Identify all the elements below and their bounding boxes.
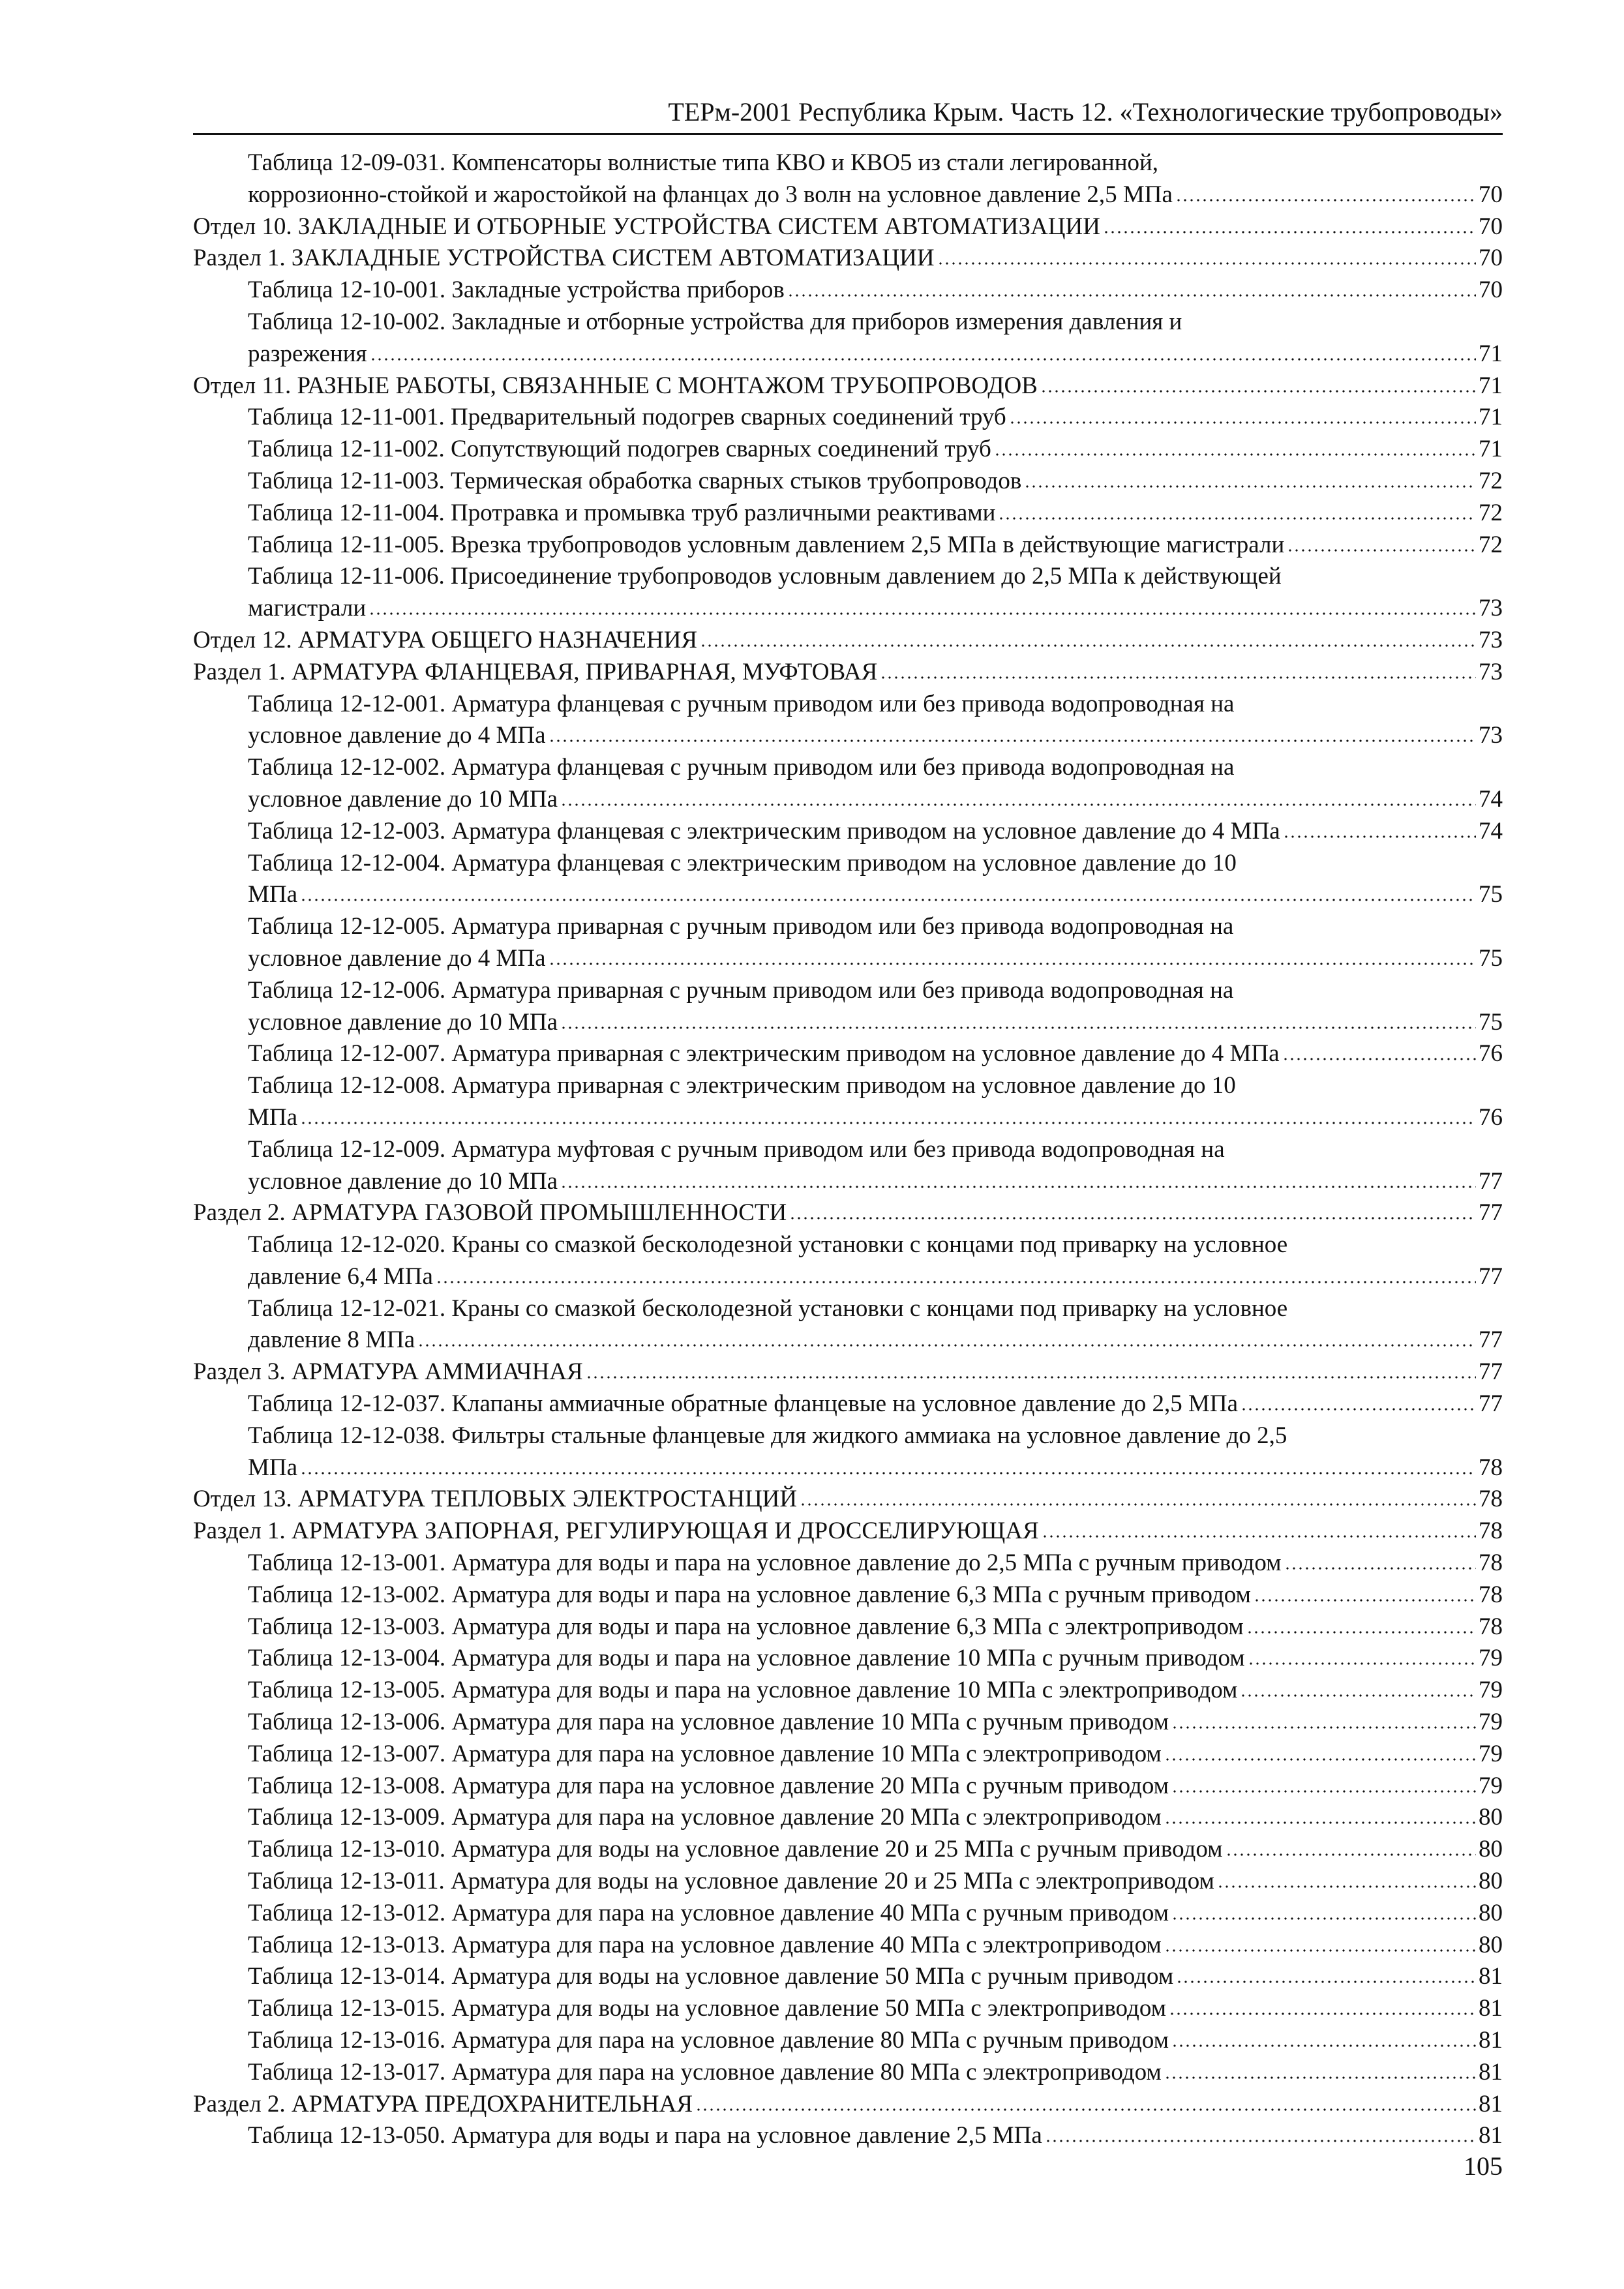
toc-entry-title: Отдел 13. АРМАТУРА ТЕПЛОВЫХ ЭЛЕКТРОСТАНЦИЙ [193, 1486, 798, 1513]
toc-entry-row [193, 657, 1503, 689]
toc-entry-lead-line: Таблица 12-12-020. Краны со смазкой бесколодезной установки с концами под приварку на условное [248, 1231, 1288, 1259]
toc-entry-row [248, 2025, 1503, 2057]
toc-entry-page: 75 [1479, 1008, 1503, 1036]
toc-table-entry[interactable] [193, 1898, 1503, 1930]
toc-table-entry[interactable] [193, 275, 1503, 307]
toc-entry-row [248, 1102, 1503, 1134]
toc-entry-title: условное давление до 10 МПа [248, 785, 558, 813]
toc-entry-lead-line: Таблица 12-12-008. Арматура приварная с электрическим приводом на условное давление до 10 [248, 1072, 1236, 1100]
toc-entry-page: 77 [1479, 1167, 1503, 1195]
toc-entry-page: 71 [1479, 340, 1503, 367]
toc-entry-row [248, 879, 1503, 911]
toc-entry-row [248, 338, 1503, 370]
toc-entry-row [248, 1898, 1503, 1930]
dot-leader [880, 672, 1476, 680]
toc-entry-row [248, 943, 1503, 975]
toc-table-entry[interactable] [193, 1866, 1503, 1898]
toc-entry-row [248, 1993, 1503, 2025]
toc-entry-title: Таблица 12-13-009. Арматура для пара на условное давление 20 МПа с электроприводом [248, 1804, 1162, 1831]
toc-entry-row [248, 402, 1503, 434]
toc-table-entry[interactable] [193, 1070, 1503, 1134]
toc-entry-title: Таблица 12-13-013. Арматура для пара на условное давление 40 МПа с электроприводом [248, 1931, 1162, 1958]
toc-entry-lead-line: Таблица 12-12-002. Арматура фланцевая с ручным приводом или без привода водопроводная на [248, 754, 1235, 781]
toc-entry-row [193, 1356, 1503, 1388]
toc-table-entry[interactable] [193, 1579, 1503, 1611]
toc-entry-row [248, 1930, 1503, 1962]
toc-table-entry[interactable] [193, 147, 1503, 211]
toc-entry-lead-line: Таблица 12-12-006. Арматура приварная с ручным приводом или без привода водопроводная на [248, 976, 1234, 1004]
dot-leader [1240, 1690, 1476, 1698]
toc-entry-page: 78 [1479, 1486, 1503, 1513]
toc-section-entry[interactable] [193, 1484, 1503, 1516]
toc-entry-title: Таблица 12-13-003. Арматура для воды и пара на условное давление 6,3 МПа с электроприводом [248, 1613, 1244, 1640]
toc-entry-page: 77 [1479, 1263, 1503, 1290]
toc-entry-row [248, 1866, 1503, 1898]
dot-leader [1045, 2135, 1476, 2143]
toc-entry-row [248, 1038, 1503, 1070]
header-rule [193, 133, 1503, 135]
toc-entry-page: 78 [1479, 1518, 1503, 1545]
toc-entry-title: Таблица 12-13-006. Арматура для пара на условное давление 10 МПа с ручным приводом [248, 1709, 1169, 1736]
dot-leader [549, 735, 1476, 743]
toc-entry-page: 77 [1479, 1199, 1503, 1227]
toc-entry-page: 77 [1479, 1390, 1503, 1418]
toc-entry-row [248, 816, 1503, 848]
toc-entry-title: Таблица 12-11-002. Сопутствующий подогрев сварных соединений труб [248, 436, 991, 463]
toc-table-entry[interactable] [193, 307, 1503, 370]
toc-entry-row [248, 1643, 1503, 1675]
toc-entry-lead-line: Таблица 12-12-009. Арматура муфтовая с ручным приводом или без привода водопроводная на [248, 1135, 1225, 1163]
toc-entry-title: давление 6,4 МПа [248, 1263, 433, 1290]
toc-entry-page: 78 [1479, 1613, 1503, 1640]
toc-entry-row [193, 370, 1503, 402]
toc-table-entry[interactable] [193, 466, 1503, 498]
toc-entry-page: 78 [1479, 1549, 1503, 1577]
toc-table-entry[interactable] [193, 434, 1503, 466]
toc-entry-title: Таблица 12-13-015. Арматура для воды на условное давление 50 МПа с электроприводом [248, 1995, 1167, 2022]
toc-table-entry[interactable] [193, 1643, 1503, 1675]
toc-entry-row [248, 1961, 1503, 1993]
dot-leader [1241, 1403, 1476, 1411]
toc-table-entry[interactable] [193, 1038, 1503, 1070]
toc-entry-page: 81 [1479, 2027, 1503, 2054]
toc-entry-page: 75 [1479, 881, 1503, 908]
toc-entry-page: 78 [1479, 1581, 1503, 1608]
toc-entry-row [248, 1452, 1503, 1484]
toc-entry-title: коррозионно-стойкой и жаростойкой на фланцах до 3 волн на условное давление 2,5 МПа [248, 181, 1173, 208]
toc-entry-title: условное давление до 10 МПа [248, 1008, 558, 1036]
toc-table-entry[interactable] [193, 1802, 1503, 1834]
toc-entry-page: 79 [1479, 1709, 1503, 1736]
toc-entry-title: Таблица 12-13-004. Арматура для воды и пара на условное давление 10 МПа с ручным приводом [248, 1645, 1245, 1672]
toc-table-entry[interactable] [193, 530, 1503, 561]
dot-leader [436, 1276, 1476, 1284]
toc-entry-row [193, 1197, 1503, 1229]
toc-entry-row [193, 243, 1503, 275]
dot-leader [1171, 1913, 1476, 1921]
dot-leader [1042, 1531, 1476, 1538]
toc-section-entry[interactable] [193, 370, 1503, 402]
toc-entry-page: 76 [1479, 1103, 1503, 1131]
toc-entry-page: 72 [1479, 531, 1503, 558]
toc-table-entry[interactable] [193, 1420, 1503, 1484]
toc-entry-row [248, 498, 1503, 530]
toc-table-entry[interactable] [193, 1675, 1503, 1707]
dot-leader [1282, 1053, 1476, 1061]
toc-section-entry[interactable] [193, 657, 1503, 689]
toc-entry-page: 81 [1479, 1963, 1503, 1990]
toc-entry-title: Раздел 3. АРМАТУРА АММИАЧНАЯ [193, 1358, 583, 1386]
toc-table-entry[interactable] [193, 2025, 1503, 2057]
dot-leader [1246, 1626, 1476, 1634]
toc-entry-row [248, 1834, 1503, 1866]
toc-entry-row [248, 466, 1503, 498]
dot-leader [1164, 1754, 1476, 1761]
toc-entry-lead-line: Таблица 12-09-031. Компенсаторы волнистые типа КВО и КВО5 из стали легированной, [248, 149, 1159, 176]
dot-leader [1164, 1817, 1476, 1825]
dot-leader [1040, 385, 1476, 393]
toc-table-entry[interactable] [193, 1834, 1503, 1866]
dot-leader [695, 2104, 1476, 2112]
toc-entry-title: Таблица 12-11-003. Термическая обработка сварных стыков трубопроводов [248, 467, 1022, 494]
toc-entry-title: МПа [248, 1454, 298, 1481]
toc-table-entry[interactable] [193, 752, 1503, 816]
toc-table-entry[interactable] [193, 1707, 1503, 1739]
toc-table-entry[interactable] [193, 1229, 1503, 1293]
toc-table-entry[interactable] [193, 561, 1503, 625]
toc-entry-page: 73 [1479, 722, 1503, 749]
toc-entry-page: 71 [1479, 372, 1503, 399]
toc-table-entry[interactable] [193, 1739, 1503, 1771]
dot-leader [300, 1467, 1476, 1475]
dot-leader [417, 1339, 1476, 1347]
toc-entry-page: 73 [1479, 595, 1503, 622]
toc-entry-title: Таблица 12-12-007. Арматура приварная с электрическим приводом на условное давление до 4 МПа [248, 1040, 1280, 1068]
toc-entry-row [248, 530, 1503, 561]
toc-entry-title: Раздел 1. ЗАКЛАДНЫЕ УСТРОЙСТВА СИСТЕМ АВТОМАТИЗАЦИИ [193, 245, 935, 272]
toc-entry-title: Раздел 2. АРМАТУРА ГАЗОВОЙ ПРОМЫШЛЕННОСТИ [193, 1199, 787, 1227]
dot-leader [1283, 831, 1476, 839]
toc-table-entry[interactable] [193, 1388, 1503, 1420]
toc-entry-title: Отдел 10. ЗАКЛАДНЫЕ И ОТБОРНЫЕ УСТРОЙСТВА СИСТЕМ АВТОМАТИЗАЦИИ [193, 213, 1100, 240]
toc-entry-page: 80 [1479, 1804, 1503, 1831]
toc-entry-page: 80 [1479, 1931, 1503, 1958]
toc-entry-title: Таблица 12-12-003. Арматура фланцевая с электрическим приводом на условное давление до 4 МПа [248, 817, 1280, 845]
dot-leader [1217, 1881, 1476, 1889]
toc-entry-title: Раздел 2. АРМАТУРА ПРЕДОХРАНИТЕЛЬНАЯ [193, 2090, 693, 2117]
toc-entry-title: давление 8 МПа [248, 1326, 415, 1354]
dot-leader [1284, 1563, 1476, 1570]
toc-section-entry[interactable] [193, 1356, 1503, 1388]
toc-entry-page: 80 [1479, 1868, 1503, 1895]
dot-leader [560, 1181, 1476, 1189]
toc-entry-title: условное давление до 4 МПа [248, 944, 546, 972]
dot-leader [1024, 481, 1476, 488]
dot-leader [994, 449, 1476, 456]
toc-entry-row [248, 593, 1503, 625]
dot-leader [300, 894, 1476, 902]
toc-table-entry[interactable] [193, 1548, 1503, 1579]
toc-table-entry[interactable] [193, 848, 1503, 912]
dot-leader [1171, 1786, 1476, 1793]
toc-entry-title: разрежения [248, 340, 367, 367]
toc-table-entry[interactable] [193, 1930, 1503, 1962]
toc-entry-row [248, 275, 1503, 307]
toc-table-entry[interactable] [193, 498, 1503, 530]
toc-section-entry[interactable] [193, 1516, 1503, 1548]
dot-leader [1287, 545, 1476, 552]
toc-section-entry[interactable] [193, 2089, 1503, 2121]
toc-entry-row [193, 211, 1503, 243]
dot-leader [560, 1022, 1476, 1030]
toc-entry-page: 76 [1479, 1040, 1503, 1068]
toc-entry-title: Таблица 12-13-014. Арматура для воды на условное давление 50 МПа с ручным приводом [248, 1963, 1174, 1990]
toc-table-entry[interactable] [193, 1134, 1503, 1198]
toc-entry-page: 81 [1479, 2090, 1503, 2117]
toc-entry-page: 81 [1479, 2058, 1503, 2086]
toc-entry-row [248, 1166, 1503, 1198]
toc-entry-page: 79 [1479, 1645, 1503, 1672]
toc-entry-row [248, 1611, 1503, 1643]
toc-table-entry[interactable] [193, 1611, 1503, 1643]
dot-leader [300, 1117, 1476, 1125]
toc-entry-page: 79 [1479, 1740, 1503, 1767]
toc-entry-row [248, 1388, 1503, 1420]
toc-entry-page: 70 [1479, 277, 1503, 304]
toc-entry-title: Таблица 12-11-005. Врезка трубопроводов условным давлением 2,5 МПа в действующие магистрали [248, 531, 1285, 558]
dot-leader [370, 353, 1476, 361]
toc-table-entry[interactable] [193, 689, 1503, 753]
dot-leader [1226, 1849, 1476, 1857]
toc-entry-page: 79 [1479, 1772, 1503, 1799]
toc-entry-page: 72 [1479, 467, 1503, 494]
toc-entry-row [248, 784, 1503, 816]
toc-entry-title: МПа [248, 881, 298, 908]
toc-entry-row [248, 1548, 1503, 1579]
dot-leader [700, 640, 1476, 648]
toc-entry-row [193, 1484, 1503, 1516]
dot-leader [560, 799, 1476, 807]
toc-entry-row [248, 1739, 1503, 1771]
toc-entry-title: Таблица 12-13-010. Арматура для воды на условное давление 20 и 25 МПа с ручным приводом [248, 1836, 1223, 1863]
dot-leader [1169, 2008, 1476, 2016]
dot-leader [1175, 194, 1476, 202]
toc-section-entry[interactable] [193, 625, 1503, 657]
toc-table-entry[interactable] [193, 402, 1503, 434]
toc-entry-title: Таблица 12-13-017. Арматура для пара на условное давление 80 МПа с электроприводом [248, 2058, 1162, 2086]
dot-leader [998, 513, 1476, 520]
dot-leader [1254, 1594, 1476, 1602]
toc-entry-row [248, 720, 1503, 752]
toc-entry-title: Таблица 12-13-016. Арматура для пара на условное давление 80 МПа с ручным приводом [248, 2027, 1169, 2054]
dot-leader [368, 608, 1476, 616]
toc-entry-title: Таблица 12-12-037. Клапаны аммиачные обратные фланцевые на условное давление до 2,5 МПа [248, 1390, 1239, 1418]
toc-entry-title: условное давление до 4 МПа [248, 722, 546, 749]
toc-entry-lead-line: Таблица 12-10-002. Закладные и отборные устройства для приборов измерения давления и [248, 308, 1182, 335]
toc-section-entry[interactable] [193, 1197, 1503, 1229]
toc-section-entry[interactable] [193, 211, 1503, 243]
toc-entry-title: Раздел 1. АРМАТУРА ЗАПОРНАЯ, РЕГУЛИРУЮЩАЯ И ДРОССЕЛИРУЮЩАЯ [193, 1518, 1039, 1545]
toc-entry-lead-line: Таблица 12-12-005. Арматура приварная с ручным приводом или без привода водопроводная на [248, 913, 1234, 940]
toc-entry-title: Таблица 12-13-012. Арматура для пара на условное давление 40 МПа с ручным приводом [248, 1899, 1169, 1926]
toc-entry-row [193, 1516, 1503, 1548]
dot-leader [789, 1212, 1476, 1220]
toc-entry-title: Таблица 12-13-008. Арматура для пара на условное давление 20 МПа с ручным приводом [248, 1772, 1169, 1799]
toc-entry-title: Таблица 12-13-001. Арматура для воды и пара на условное давление до 2,5 МПа с ручным приводом [248, 1549, 1282, 1577]
toc-entry-row [248, 1261, 1503, 1293]
toc-entry-title: Таблица 12-11-001. Предварительный подогрев сварных соединений труб [248, 404, 1006, 431]
toc-entry-page: 73 [1479, 626, 1503, 653]
dot-leader [1164, 1945, 1476, 1952]
toc-entry-row [248, 434, 1503, 466]
toc-table-entry[interactable] [193, 1293, 1503, 1357]
running-header: ТЕРм-2001 Республика Крым. Часть 12. «Технологические трубопроводы» [668, 97, 1503, 127]
toc-entry-page: 78 [1479, 1454, 1503, 1481]
toc-entry-row [193, 625, 1503, 657]
dot-leader [586, 1371, 1476, 1379]
dot-leader [800, 1499, 1476, 1506]
toc-entry-lead-line: Таблица 12-12-038. Фильтры стальные фланцевые для жидкого аммиака на условное давление до 2,5 [248, 1422, 1287, 1449]
toc-entry-row [248, 1324, 1503, 1356]
toc-table-entry[interactable] [193, 2057, 1503, 2089]
toc-entry-page: 81 [1479, 2122, 1503, 2149]
toc-entry-row [193, 2089, 1503, 2121]
toc-entry-title: Отдел 11. РАЗНЫЕ РАБОТЫ, СВЯЗАННЫЕ С МОНТАЖОМ ТРУБОПРОВОДОВ [193, 372, 1038, 399]
dot-leader [937, 258, 1476, 265]
toc-table-entry[interactable] [193, 1961, 1503, 1993]
toc-entry-title: Раздел 1. АРМАТУРА ФЛАНЦЕВАЯ, ПРИВАРНАЯ, МУФТОВАЯ [193, 658, 878, 685]
toc-entry-title: Таблица 12-11-004. Протравка и промывка труб различными реактивами [248, 499, 996, 526]
toc-entry-title: Таблица 12-13-050. Арматура для воды и пара на условное давление 2,5 МПа [248, 2122, 1042, 2149]
toc-entry-row [248, 1579, 1503, 1611]
toc-entry-page: 74 [1479, 785, 1503, 813]
page-number: 105 [1464, 2151, 1503, 2181]
toc-table-entry[interactable] [193, 816, 1503, 848]
toc-entry-page: 71 [1479, 436, 1503, 463]
dot-leader [549, 958, 1476, 966]
toc-entry-title: Отдел 12. АРМАТУРА ОБЩЕГО НАЗНАЧЕНИЯ [193, 626, 698, 653]
toc-entry-title: условное давление до 10 МПа [248, 1167, 558, 1195]
toc-entry-page: 75 [1479, 944, 1503, 972]
toc-entry-title: Таблица 12-13-002. Арматура для воды и пара на условное давление 6,3 МПа с ручным приводом [248, 1581, 1251, 1608]
toc-entry-page: 74 [1479, 817, 1503, 845]
toc-entry-page: 70 [1479, 181, 1503, 208]
toc-entry-lead-line: Таблица 12-11-006. Присоединение трубопроводов условным давлением до 2,5 МПа к действующей [248, 563, 1282, 590]
toc-entry-row [248, 179, 1503, 211]
toc-entry-page: 77 [1479, 1326, 1503, 1354]
toc-table-entry[interactable] [193, 1771, 1503, 1803]
toc-entry-row [248, 1802, 1503, 1834]
toc-entry-title: МПа [248, 1103, 298, 1131]
toc-table-entry[interactable] [193, 1993, 1503, 2025]
toc-entry-row [248, 1007, 1503, 1039]
toc-entry-page: 72 [1479, 499, 1503, 526]
toc-entry-page: 71 [1479, 404, 1503, 431]
toc-entry-title: Таблица 12-13-005. Арматура для воды и пара на условное давление 10 МПа с электроприводом [248, 1677, 1238, 1704]
toc-entry-title: магистрали [248, 595, 367, 622]
toc-entry-lead-line: Таблица 12-12-004. Арматура фланцевая с электрическим приводом на условное давление до 10 [248, 849, 1237, 876]
toc-table-entry[interactable] [193, 911, 1503, 975]
table-of-contents [193, 147, 1503, 2152]
toc-entry-row [248, 2120, 1503, 2152]
toc-entry-page: 77 [1479, 1358, 1503, 1386]
toc-entry-row [248, 2057, 1503, 2089]
toc-entry-row [248, 1707, 1503, 1739]
dot-leader [1176, 1976, 1476, 1984]
toc-entry-lead-line: Таблица 12-12-021. Краны со смазкой бесколодезной установки с концами под приварку на условное [248, 1294, 1288, 1322]
toc-table-entry[interactable] [193, 2120, 1503, 2152]
toc-entry-title: Таблица 12-10-001. Закладные устройства приборов [248, 277, 785, 304]
toc-entry-row [248, 1675, 1503, 1707]
toc-entry-row [248, 1771, 1503, 1803]
toc-table-entry[interactable] [193, 975, 1503, 1039]
toc-entry-page: 79 [1479, 1677, 1503, 1704]
dot-leader [1164, 2072, 1476, 2080]
toc-entry-lead-line: Таблица 12-12-001. Арматура фланцевая с ручным приводом или без привода водопроводная на [248, 690, 1235, 717]
toc-section-entry[interactable] [193, 243, 1503, 275]
dot-leader [787, 290, 1476, 297]
toc-entry-page: 73 [1479, 658, 1503, 685]
dot-leader [1009, 417, 1476, 425]
toc-entry-page: 70 [1479, 245, 1503, 272]
toc-entry-page: 80 [1479, 1836, 1503, 1863]
toc-entry-title: Таблица 12-13-007. Арматура для пара на условное давление 10 МПа с электроприводом [248, 1740, 1162, 1767]
toc-entry-page: 70 [1479, 213, 1503, 240]
dot-leader [1103, 226, 1476, 234]
dot-leader [1248, 1658, 1476, 1666]
toc-entry-page: 81 [1479, 1995, 1503, 2022]
toc-entry-page: 80 [1479, 1899, 1503, 1926]
toc-entry-title: Таблица 12-13-011. Арматура для воды на условное давление 20 и 25 МПа с электроприводом [248, 1868, 1214, 1895]
dot-leader [1171, 2040, 1476, 2048]
dot-leader [1171, 1722, 1476, 1729]
